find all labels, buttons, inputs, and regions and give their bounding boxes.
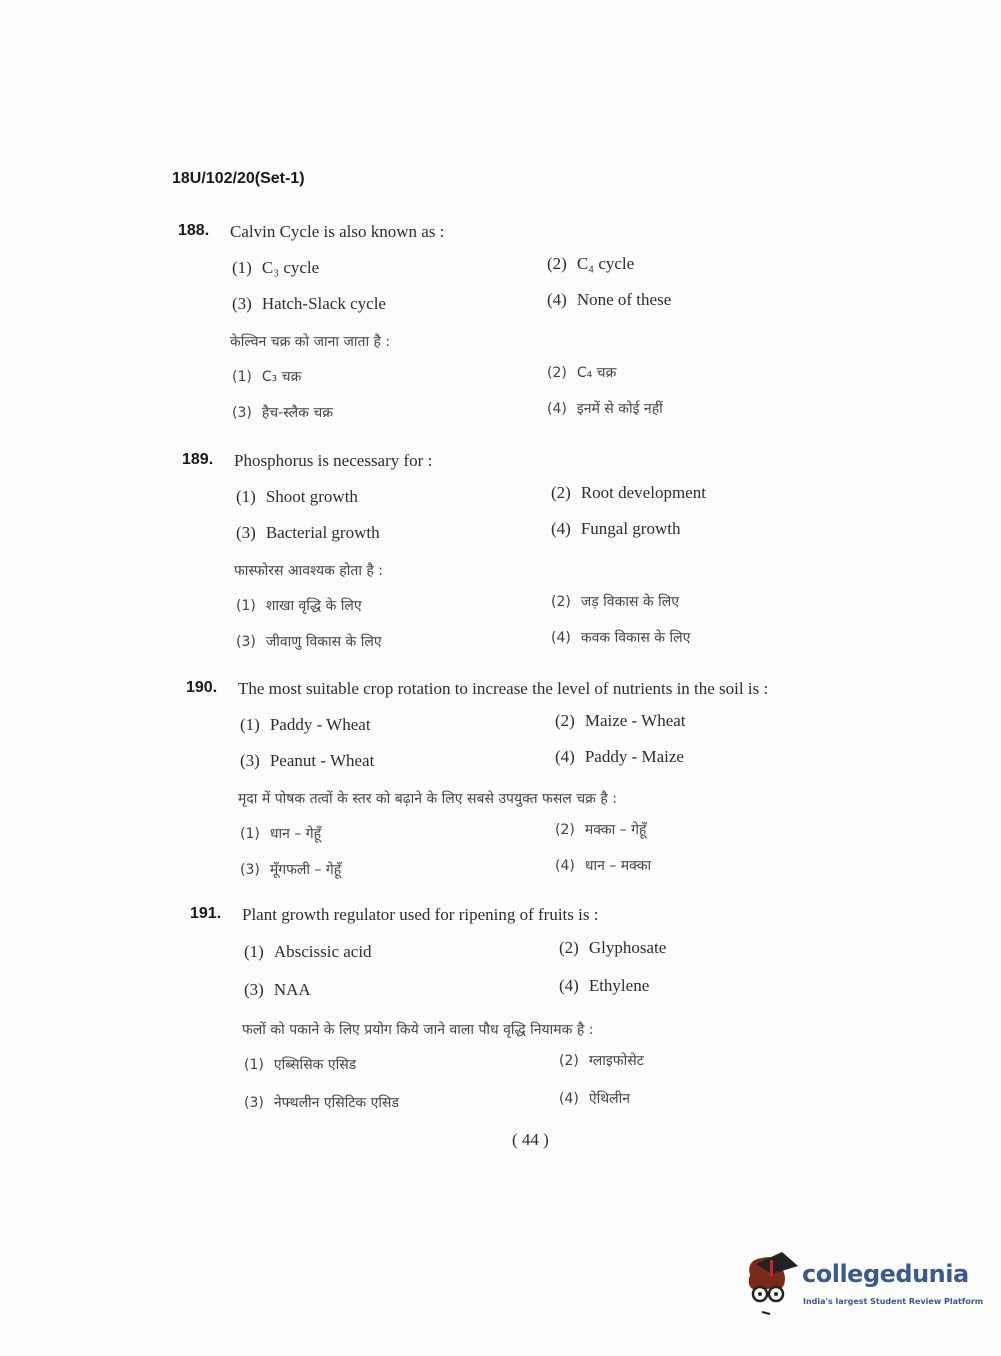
option-hi-2	[559, 1051, 644, 1070]
question-number: 191.	[190, 905, 222, 922]
option-text: धान – मक्का	[584, 858, 652, 874]
option-hi-1	[240, 824, 321, 843]
option-number: (1)	[240, 826, 260, 842]
option-text: Root development	[580, 483, 706, 502]
option-number: (3)	[244, 980, 264, 999]
option-number: (4)	[555, 747, 575, 766]
option-4	[555, 747, 684, 767]
option-2	[551, 483, 706, 503]
paper-code-header: 18U/102/20(Set-1)	[172, 170, 305, 187]
option-text: Ethylene	[588, 976, 650, 995]
option-text: NAA	[273, 980, 311, 999]
option-text: इनमें से कोई नहीं	[576, 401, 663, 417]
question-stem-hindi: फास्फोरस आवश्यक होता है :	[234, 563, 384, 579]
option-number: (4)	[547, 401, 567, 417]
mascot-icon	[742, 1250, 802, 1320]
option-number: (3)	[240, 751, 260, 770]
option-text: कवक विकास के लिए	[580, 630, 691, 646]
option-number: (2)	[547, 365, 567, 381]
option-hi-4	[551, 628, 690, 647]
option-1	[240, 715, 371, 735]
option-text: C₃ चक्र	[261, 369, 302, 385]
option-text: None of these	[576, 290, 672, 309]
option-number: (2)	[555, 711, 575, 730]
question-stem-hindi: फलों को पकाने के लिए प्रयोग किये जाने वाला पौध वृद्धि नियामक है :	[242, 1022, 594, 1038]
option-text: शाखा वृद्धि के लिए	[265, 598, 362, 614]
option-text: Shoot growth	[265, 487, 358, 506]
option-hi-4	[555, 856, 651, 875]
option-hi-2	[551, 592, 679, 611]
option-number: (1)	[236, 598, 256, 614]
question-stem-hindi: केल्विन चक्र को जाना जाता है :	[230, 334, 391, 350]
option-text: ऐथिलीन	[588, 1091, 631, 1107]
option-number: (2)	[551, 483, 571, 502]
option-text: Glyphosate	[588, 938, 667, 957]
option-text: ग्लाइफोसेट	[588, 1053, 644, 1069]
option-2	[547, 254, 634, 274]
option-number: (2)	[551, 594, 571, 610]
question-number: 190.	[186, 679, 218, 696]
option-text: मूँगफली – गेहूँ	[269, 862, 342, 878]
option-3	[236, 523, 380, 543]
option-hi-3	[244, 1093, 399, 1112]
question-stem: Plant growth regulator used for ripening of fruits is :	[242, 905, 599, 924]
question-stem: Phosphorus is necessary for :	[234, 451, 433, 470]
question-stem: Calvin Cycle is also known as :	[230, 222, 445, 241]
option-text: Maize - Wheat	[584, 711, 686, 730]
option-text: Bacterial growth	[265, 523, 380, 542]
option-text: C₄ cycle	[576, 254, 635, 273]
option-text: धान – गेहूँ	[269, 826, 322, 842]
option-1	[244, 942, 372, 962]
option-hi-4	[547, 399, 663, 418]
option-number: (2)	[559, 1053, 579, 1069]
option-3	[232, 294, 386, 314]
option-hi-2	[555, 820, 646, 839]
option-hi-4	[559, 1089, 630, 1108]
option-number: (4)	[555, 858, 575, 874]
option-3	[244, 980, 311, 1000]
option-number: (1)	[236, 487, 256, 506]
question-stem-hindi: मृदा में पोषक तत्वों के स्तर को बढ़ाने के लिए सबसे उपयुक्त फसल चक्र है :	[238, 791, 617, 807]
option-text: C₃ cycle	[261, 258, 320, 277]
option-4	[551, 519, 680, 539]
question-number: 188.	[178, 222, 210, 239]
option-hi-1	[244, 1055, 356, 1074]
option-text: एब्सिसिक एसिड	[273, 1057, 357, 1073]
option-hi-3	[240, 860, 341, 879]
option-hi-3	[232, 403, 333, 422]
logo-tagline: India's largest Student Review Platform	[803, 1297, 984, 1306]
option-number: (3)	[236, 523, 256, 542]
option-number: (4)	[559, 1091, 579, 1107]
option-number: (3)	[232, 294, 252, 313]
option-number: (1)	[244, 1057, 264, 1073]
collegedunia-logo	[742, 1250, 984, 1320]
option-number: (3)	[236, 634, 256, 650]
option-number: (1)	[232, 258, 252, 277]
option-hi-1	[232, 367, 301, 386]
option-text: जड़ विकास के लिए	[580, 594, 679, 610]
option-hi-3	[236, 632, 382, 651]
option-text: Paddy - Wheat	[269, 715, 371, 734]
option-text: Abscissic acid	[273, 942, 372, 961]
option-text: Hatch-Slack cycle	[261, 294, 386, 313]
page-number: ( 44 )	[512, 1130, 549, 1149]
option-number: (1)	[232, 369, 252, 385]
option-text: Paddy - Maize	[584, 747, 684, 766]
option-number: (4)	[547, 290, 567, 309]
option-1	[236, 487, 358, 507]
option-text: Peanut - Wheat	[269, 751, 375, 770]
option-1	[232, 258, 319, 278]
option-2	[559, 938, 666, 958]
logo-wordmark: collegedunia	[802, 1260, 969, 1288]
option-3	[240, 751, 374, 771]
option-2	[555, 711, 686, 731]
option-text: हैच-स्लैक चक्र	[261, 405, 334, 421]
option-number: (3)	[240, 862, 260, 878]
option-number: (2)	[559, 938, 579, 957]
option-4	[559, 976, 649, 996]
option-text: नेफ्थलीन एसिटिक एसिड	[273, 1095, 399, 1111]
option-number: (4)	[551, 519, 571, 538]
option-number: (2)	[547, 254, 567, 273]
option-text: मक्का – गेहूँ	[584, 822, 647, 838]
option-number: (1)	[240, 715, 260, 734]
option-hi-1	[236, 596, 362, 615]
question-stem: The most suitable crop rotation to increase the level of nutrients in the soil is :	[238, 679, 769, 698]
question-number: 189.	[182, 451, 214, 468]
option-text: Fungal growth	[580, 519, 681, 538]
option-number: (3)	[232, 405, 252, 421]
option-hi-2	[547, 363, 616, 382]
option-number: (2)	[555, 822, 575, 838]
option-text: जीवाणु विकास के लिए	[265, 634, 382, 650]
option-number: (4)	[559, 976, 579, 995]
option-number: (1)	[244, 942, 264, 961]
option-number: (3)	[244, 1095, 264, 1111]
option-text: C₄ चक्र	[576, 365, 617, 381]
option-number: (4)	[551, 630, 571, 646]
option-4	[547, 290, 671, 310]
